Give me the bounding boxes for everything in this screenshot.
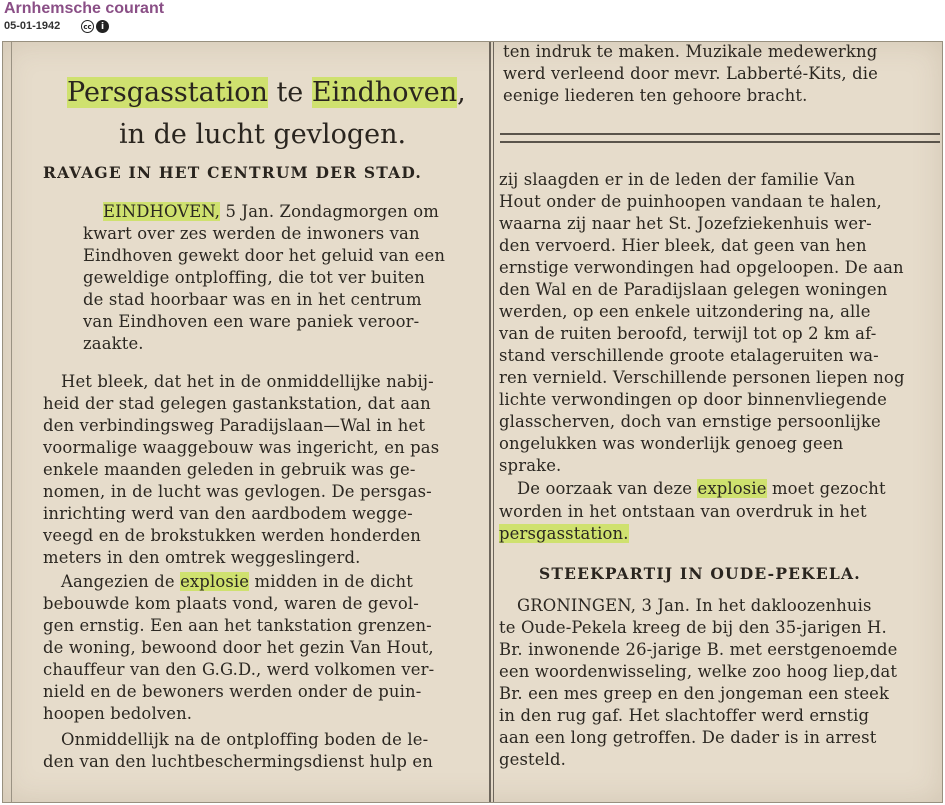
- text-line: Eindhoven gewekt door het geluid van een: [83, 246, 446, 265]
- text-line: in den rug gaf. Het slachtoffer werd ernstig: [499, 706, 870, 725]
- text-line: sprake.: [499, 456, 562, 475]
- text-line: ernstige verwondingen had opgeloopen. De aan: [499, 258, 904, 277]
- text-line: de woning, bewoond door het gezin Van Hout,: [43, 638, 434, 657]
- text-line: den van den luchtbeschermingsdienst hulp en: [43, 752, 433, 771]
- text-line: GRONINGEN, 3 Jan. In het dakloozenhuis: [517, 596, 872, 615]
- cc-icon[interactable]: cc: [81, 20, 94, 33]
- text-line: Br. inwonende 26-jarige B. met eerstgenoemde: [499, 640, 898, 659]
- attribution-icon[interactable]: i: [96, 20, 109, 33]
- text-line: nield en de bewoners werden onder de puin-: [43, 682, 422, 701]
- text-line: ongelukken was wonderlijk genoeg geen: [499, 434, 844, 453]
- article-subheadline: RAVAGE IN HET CENTRUM DER STAD.: [43, 163, 423, 182]
- text-line: de stad hoorbaar was en in het centrum: [83, 290, 422, 309]
- text-line: werden, op een enkele uitzondering na, alle: [499, 302, 871, 321]
- article-headline-line2: in de lucht gevlogen.: [119, 119, 407, 150]
- highlight-persgasstation: Persgasstation: [67, 77, 268, 108]
- newspaper-clipping: [2, 41, 943, 803]
- text-line: den vervoerd. Hier bleek, dat geen van hen: [499, 236, 867, 255]
- text-line: lichte verwondingen op door binnenvliegende: [499, 390, 887, 409]
- text-line: hoopen bedolven.: [43, 704, 193, 723]
- text-line: voormalige waaggebouw was ingericht, en pas: [43, 438, 440, 457]
- text-line: Onmiddellijk na de ontploffing boden de le-: [61, 730, 429, 749]
- section-double-rule: [500, 133, 940, 143]
- text-line: bebouwde kom plaats vond, waren de gevol-: [43, 594, 419, 613]
- text-line: te Oude-Pekela kreeg de bij den 35-jarigen H.: [499, 618, 887, 637]
- column-divider-thin: [493, 42, 494, 802]
- highlight-eindhoven: Eindhoven: [311, 77, 458, 108]
- clipping-header: [4, 0, 404, 40]
- text-line: De oorzaak van deze explosie moet gezocht: [517, 479, 886, 498]
- text-line: ren vernield. Verschillende personen liepen nog: [499, 368, 905, 387]
- text-line: gen ernstig. Een aan het tankstation grenzen-: [43, 616, 432, 635]
- text-line: Br. een mes greep en den jongeman een steek: [499, 684, 890, 703]
- text-line: een woordenwisseling, welke zoo hoog liep,dat: [499, 662, 898, 681]
- text-line: ten indruk te maken. Muzikale medewerkng: [503, 42, 878, 61]
- text-line: van de ruiten beroofd, terwijl tot op 2 km af-: [499, 324, 877, 343]
- text-line: Hout onder de puinhoopen vandaan te halen,: [499, 192, 882, 211]
- text-line: den Wal en de Paradijslaan gelegen woningen: [499, 280, 888, 299]
- highlight-explosie-right: explosie: [697, 479, 767, 498]
- text-line: gesteld.: [499, 750, 567, 769]
- publication-date: 05-01-1942: [4, 20, 61, 32]
- text-line: aan een long getroffen. De dader is in arrest: [499, 728, 877, 747]
- text-line: zaakte.: [83, 334, 144, 353]
- column-divider: [489, 42, 491, 802]
- text-line: eenige liederen ten gehoore bracht.: [503, 86, 808, 105]
- text-line: Aangezien de explosie midden in de dicht: [61, 572, 413, 591]
- text-line: zij slaagden er in de leden der familie Van: [499, 170, 856, 189]
- article-headline-line1: Persgasstation te Eindhoven,: [67, 77, 466, 108]
- left-edge-rule: [11, 42, 12, 802]
- text-line: [499, 524, 629, 544]
- license-icons[interactable]: [81, 20, 109, 33]
- text-line: chauffeur van den G.G.D., werd volkomen ver-: [43, 660, 435, 679]
- text-line: Het bleek, dat het in de onmiddellijke nabij-: [61, 372, 434, 391]
- highlight-persgasstation-right: persgasstation.: [499, 524, 629, 543]
- text-line: waarna zij naar het St. Jozefziekenhuis wer-: [499, 214, 872, 233]
- text-line: geweldige ontploffing, die tot ver buiten: [83, 268, 425, 287]
- text-line: inrichting werd van den aardbodem wegge-: [43, 504, 413, 523]
- text-line: glasscherven, doch van ernstige persoonlijke: [499, 412, 881, 431]
- text-line: van Eindhoven een ware paniek veroor-: [83, 312, 420, 331]
- text-line: worden in het ontstaan van overdruk in het: [499, 502, 867, 521]
- text-line: nomen, in de lucht was gevlogen. De persgas-: [43, 482, 432, 501]
- text-line: werd verleend door mevr. Labberté-Kits, die: [503, 64, 878, 83]
- text-line: veegd en de brokstukken werden honderden: [43, 526, 422, 545]
- text-line: stand verschillende groote etalageruiten wa-: [499, 346, 879, 365]
- text-line: meters in den omtrek weggeslingerd.: [43, 548, 361, 567]
- text-line: EINDHOVEN, 5 Jan. Zondagmorgen om: [103, 202, 439, 221]
- text-line: heid der stad gelegen gastankstation, dat aan: [43, 394, 431, 413]
- text-line: den verbindingsweg Paradijslaan—Wal in het: [43, 416, 426, 435]
- text-line: kwart over zes werden de inwoners van: [83, 224, 420, 243]
- highlight-eindhoven-dateline: EINDHOVEN,: [103, 202, 221, 221]
- newspaper-title[interactable]: Arnhemsche courant: [4, 0, 165, 17]
- highlight-explosie: explosie: [180, 572, 250, 591]
- second-article-headline: STEEKPARTIJ IN OUDE-PEKELA.: [539, 564, 861, 583]
- text-line: enkele maanden geleden in gebruik was ge-: [43, 460, 416, 479]
